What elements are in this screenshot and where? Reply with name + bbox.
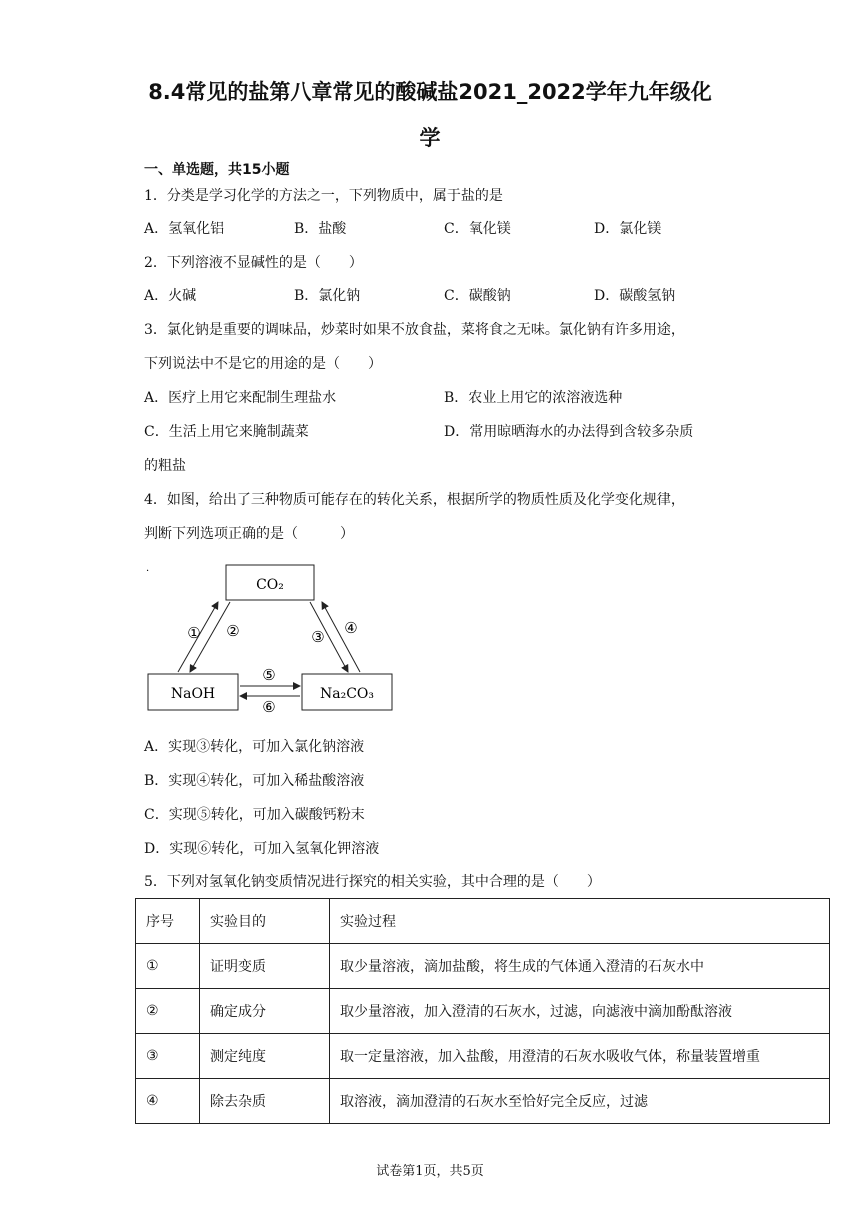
label-4: ④ [344, 619, 358, 637]
row-purpose: 除去杂质 [200, 1079, 330, 1124]
table-row [136, 989, 830, 1034]
header-purpose: 实验目的 [200, 899, 330, 944]
row-process: 取少量溶液，加入澄清的石灰水，过滤，向滤液中滴加酚酞溶液 [330, 989, 830, 1034]
header-index: 序号 [136, 899, 200, 944]
q4-option-a: A．实现③转化，可加入氯化钠溶液 [144, 739, 365, 755]
q3-stem-line-1: 3．氯化钠是重要的调味品，炒菜时如果不放食盐，菜将食之无味。氯化钠有许多用途， [144, 322, 685, 338]
row-index: ④ [136, 1079, 200, 1124]
q1-option-c: C．氧化镁 [444, 221, 511, 237]
row-process: 取少量溶液，滴加盐酸，将生成的气体通入澄清的石灰水中 [330, 944, 830, 989]
label-3: ③ [311, 628, 325, 646]
q4-stem-line-1: 4．如图，给出了三种物质可能存在的转化关系，根据所学的物质性质及化学变化规律， [144, 492, 685, 508]
q3-option-d: D．常用晾晒海水的办法得到含较多杂质 [444, 424, 694, 440]
row-process: 取一定量溶液，加入盐酸，用澄清的石灰水吸收气体，称量装置增重 [330, 1034, 830, 1079]
q1-option-b: B．盐酸 [294, 221, 347, 237]
na2co3-label: Na₂CO₃ [319, 686, 375, 702]
row-process: 取溶液，滴加澄清的石灰水至恰好完全反应，过滤 [330, 1079, 830, 1124]
label-2: ② [226, 622, 240, 640]
naoh-label: NaOH [170, 686, 216, 702]
q2-stem: 2．下列溶液不显碱性的是（ ） [144, 255, 363, 271]
section-heading: 一、单选题，共15小题 [144, 162, 290, 178]
conversion-diagram [142, 560, 402, 720]
page-title-line-1: 8.4常见的盐第八章常见的酸碱盐2021_2022学年九年级化 [148, 80, 712, 104]
header-process: 实验过程 [330, 899, 830, 944]
diagram-dot: · [146, 566, 150, 577]
arrow-4 [322, 602, 360, 672]
row-index: ② [136, 989, 200, 1034]
q3-option-b: B．农业上用它的浓溶液选种 [444, 390, 623, 406]
label-5: ⑤ [262, 666, 276, 684]
row-purpose: 证明变质 [200, 944, 330, 989]
row-index: ① [136, 944, 200, 989]
experiment-table [135, 898, 830, 1124]
table-header-row [136, 899, 830, 944]
q2-option-b: B．氯化钠 [294, 288, 361, 304]
table-row [136, 944, 830, 989]
q2-option-d: D．碳酸氢钠 [594, 288, 676, 304]
q1-option-a: A．氢氧化铝 [144, 221, 225, 237]
co2-label: CO₂ [256, 577, 284, 593]
q1-stem: 1．分类是学习化学的方法之一，下列物质中，属于盐的是 [144, 188, 503, 204]
label-6: ⑥ [262, 698, 276, 716]
page-title-line-2: 学 [419, 126, 441, 150]
table-row [136, 1034, 830, 1079]
page-footer: 试卷第1页，共5页 [376, 1164, 484, 1179]
q4-option-b: B．实现④转化，可加入稀盐酸溶液 [144, 773, 365, 789]
q4-option-c: C．实现⑤转化，可加入碳酸钙粉末 [144, 807, 365, 823]
row-purpose: 确定成分 [200, 989, 330, 1034]
q1-option-d: D．氯化镁 [594, 221, 662, 237]
q5-stem: 5．下列对氢氧化钠变质情况进行探究的相关实验，其中合理的是（ ） [144, 874, 601, 890]
q4-option-d: D．实现⑥转化，可加入氢氧化钾溶液 [144, 841, 380, 857]
q3-stem-line-2: 下列说法中不是它的用途的是（ ） [144, 356, 382, 372]
q3-option-a: A．医疗上用它来配制生理盐水 [144, 390, 337, 406]
q2-option-c: C．碳酸钠 [444, 288, 511, 304]
q2-option-a: A．火碱 [144, 288, 197, 304]
q3-option-d-continuation: 的粗盐 [144, 458, 186, 474]
q4-stem-line-2: 判断下列选项正确的是（ ） [144, 526, 354, 542]
table-row [136, 1079, 830, 1124]
label-1: ① [187, 624, 201, 642]
q3-option-c: C．生活上用它来腌制蔬菜 [144, 424, 309, 440]
row-index: ③ [136, 1034, 200, 1079]
row-purpose: 测定纯度 [200, 1034, 330, 1079]
